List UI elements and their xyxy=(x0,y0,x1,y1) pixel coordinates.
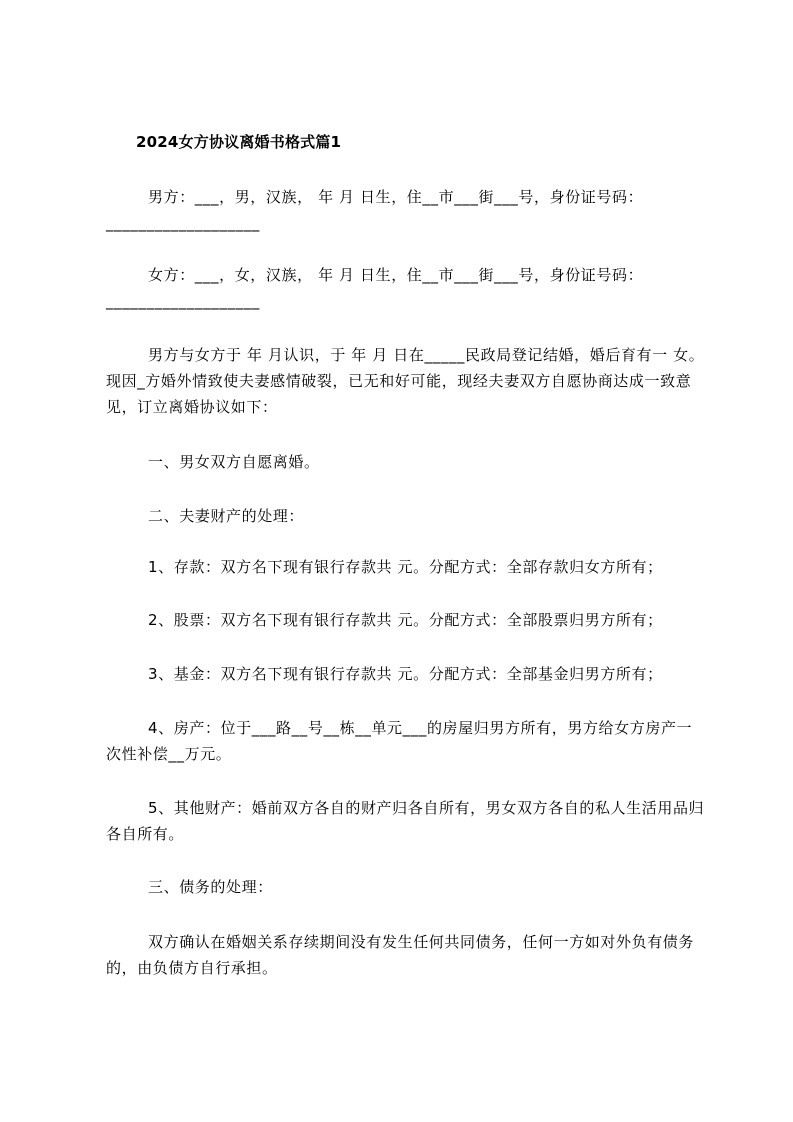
man-info-paragraph: 男方：___，男，汉族， 年 月 日生，住__市___街___号，身份证号码：___________________ xyxy=(106,188,644,232)
clause-1-heading: 一、男女双方自愿离婚。 xyxy=(148,453,320,471)
document-title: 2024女方协议离婚书格式篇1 xyxy=(136,133,342,151)
clause-3-heading: 三、债务的处理： xyxy=(148,878,273,896)
woman-info-paragraph: 女方：___，女，汉族， 年 月 日生，住__市___街___号，身份证号码：___________________ xyxy=(106,266,644,310)
item-property: 4、房产：位于___路__号__栋__单元___的房屋归男方所有，男方给女方房产一次性补偿__万元。 xyxy=(106,719,693,763)
item-stock: 2、股票：双方名下现有银行存款共 元。分配方式：全部股票归男方所有； xyxy=(148,611,663,629)
item-deposit: 1、存款：双方名下现有银行存款共 元。分配方式：全部存款归女方所有； xyxy=(148,558,663,576)
intro-paragraph: 男方与女方于 年 月认识，于 年 月 日在_____民政局登记结婚，婚后育有一 女。现因_方婚外情致使夫妻感情破裂，已无和好可能，现经夫妻双方自愿协商达成一致意见，订立离婚协议如下： xyxy=(106,346,705,416)
item-other-property: 5、其他财产：婚前双方各自的财产归各自所有，男女双方各自的私人生活用品归各自所有。 xyxy=(106,799,705,843)
item-fund: 3、基金：双方名下现有银行存款共 元。分配方式：全部基金归男方所有； xyxy=(148,665,663,683)
clause-2-heading: 二、夫妻财产的处理： xyxy=(148,507,305,525)
debt-paragraph: 双方确认在婚姻关系存续期间没有发生任何共同债务，任何一方如对外负有债务的，由负债方自行承担。 xyxy=(106,933,695,977)
